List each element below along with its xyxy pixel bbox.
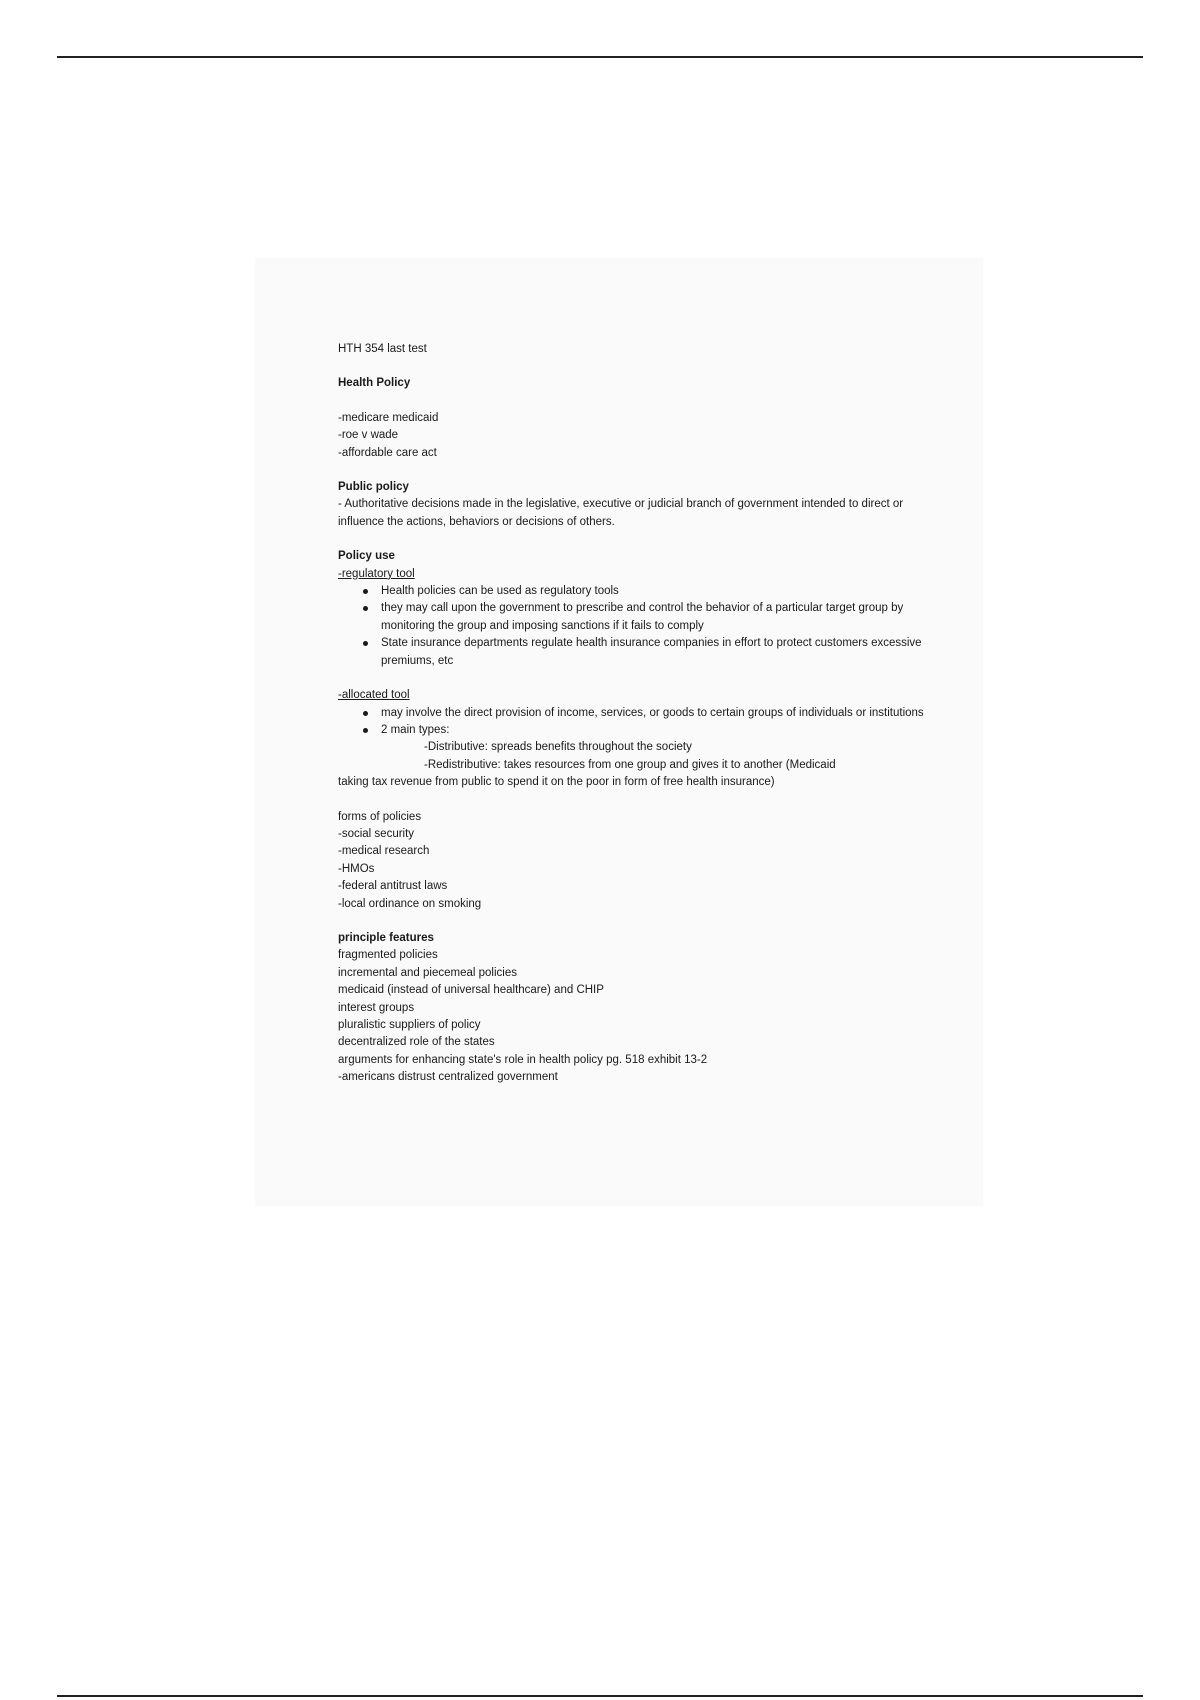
regulatory-tool-label: -regulatory tool: [338, 567, 415, 580]
list-item: fragmented policies: [338, 949, 438, 962]
list-item: decentralized role of the states: [338, 1036, 495, 1049]
top-rule: [57, 56, 1143, 58]
regulatory-tool-bullets: [338, 583, 938, 670]
bullet-item: may involve the direct provision of income, services, or goods to certain groups of individuals or institutions: [338, 705, 938, 722]
list-item: -americans distrust centralized government: [338, 1071, 558, 1084]
health-policy-heading: Health Policy: [338, 377, 411, 390]
allocated-tool-bullets: [338, 705, 938, 740]
distributive-type: -Distributive: spreads benefits throughout the society: [424, 741, 692, 754]
redistributive-type: -Redistributive: takes resources from one group and gives it to another (Medicaid: [424, 758, 836, 771]
policy-use-heading: Policy use: [338, 550, 395, 563]
list-item: -local ordinance on smoking: [338, 897, 482, 910]
list-item: -affordable care act: [338, 446, 437, 459]
list-item: -federal antitrust laws: [338, 880, 448, 893]
list-item: -medicare medicaid: [338, 411, 439, 424]
principle-features-heading: principle features: [338, 931, 434, 944]
bullet-item: State insurance departments regulate health insurance companies in effort to protect customers excessive premiums, etc: [338, 635, 938, 670]
list-item: medicaid (instead of universal healthcare) and CHIP: [338, 984, 604, 997]
document-text: [338, 341, 938, 1087]
document-title-line: HTH 354 last test: [338, 343, 427, 355]
list-item: -social security: [338, 827, 415, 840]
forms-of-policies-heading: forms of policies: [338, 810, 422, 823]
list-item: -medical research: [338, 845, 430, 858]
bottom-rule: [57, 1695, 1143, 1697]
list-item: -HMOs: [338, 862, 375, 875]
bullet-item: 2 main types:: [338, 722, 938, 739]
bullet-item: Health policies can be used as regulatory tools: [338, 583, 938, 600]
list-item: incremental and piecemeal policies: [338, 966, 517, 979]
bullet-item: they may call upon the government to prescribe and control the behavior of a particular target group by monitoring the group and imposing sanctions if it fails to comply: [338, 600, 938, 635]
allocated-tool-label: -allocated tool: [338, 689, 410, 702]
public-policy-definition: - Authoritative decisions made in the legislative, executive or judicial branch of government intended to direct or influence the actions, behaviors or decisions of others.: [338, 498, 904, 528]
list-item: interest groups: [338, 1001, 415, 1014]
list-item: -roe v wade: [338, 429, 399, 442]
list-item: arguments for enhancing state's role in health policy pg. 518 exhibit 13-2: [338, 1053, 708, 1066]
redistributive-continuation: taking tax revenue from public to spend it on the poor in form of free health insurance): [338, 776, 775, 789]
list-item: pluralistic suppliers of policy: [338, 1019, 481, 1031]
public-policy-heading: Public policy: [338, 481, 409, 494]
